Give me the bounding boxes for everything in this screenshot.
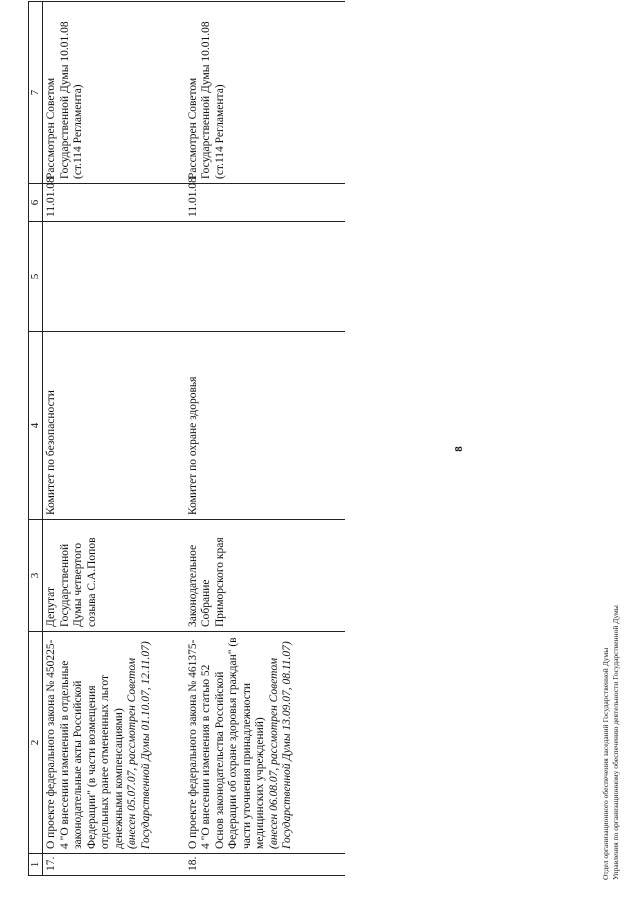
column-header: 6 — [29, 184, 43, 222]
column-header: 3 — [29, 520, 43, 632]
row-number: 18. — [185, 854, 345, 876]
bill-cell — [185, 632, 345, 854]
footer-department: Отдел организационного обеспечения заседаний Государственной Думы — [601, 647, 610, 880]
bill-title: О проекте федерального закона № 450225-4 "О внесении изменений в отдельные законодательные акты Российской Федерации" (в части возмещения отдельных ранее отмененных льгот денежными компенсациями) — [45, 639, 125, 849]
column-header: 4 — [29, 332, 43, 520]
page-number: 8 — [453, 446, 465, 452]
header-row — [29, 2, 43, 876]
table-row — [43, 2, 185, 876]
column-header: 2 — [29, 632, 43, 854]
column-header: 1 — [29, 854, 43, 876]
row-number: 17. — [43, 854, 185, 876]
column-header: 5 — [29, 222, 43, 332]
result-cell: Рассмотрен Советом Государственной Думы 10.01.08 (ст.114 Регламента) — [43, 2, 185, 184]
table-row — [185, 2, 345, 876]
author-cell: Законодательное Собрание Приморского края — [185, 520, 345, 632]
author-cell: Депутат Государственной Думы четвертого созыва С.А.Попов — [43, 520, 185, 632]
empty-cell — [43, 222, 185, 332]
committee-cell: Комитет по безопасности — [43, 332, 185, 520]
date-cell: 11.01.08 — [43, 184, 185, 222]
bill-note: (внесен 06.08.07, рассмотрен Советом Государственной Думы 13.09.07, 08.11.07) — [267, 641, 293, 849]
bill-cell — [43, 632, 185, 854]
bill-title: О проекте федерального закона № 461375-4 "О внесении изменения в статью 52 Основ законодательства Российской Федерации об охране здоровья граждан" (в части уточнения принадлежности медицинских учреждений) — [186, 637, 266, 849]
result-cell: Рассмотрен Советом Государственной Думы 10.01.08 (ст.114 Регламента) — [185, 2, 345, 184]
bill-note: (внесен 05.07.07, рассмотрен Советом Государственной Думы 01.10.07, 12.11.07) — [126, 641, 152, 849]
bills-table — [28, 1, 345, 876]
empty-cell — [185, 222, 345, 332]
date-cell: 11.01.08 — [185, 184, 345, 222]
committee-cell: Комитет по охране здоровья — [185, 332, 345, 520]
footer-directorate: Управления по организационному обеспечению деятельности Государственной Думы — [611, 605, 620, 880]
column-header: 7 — [29, 2, 43, 184]
